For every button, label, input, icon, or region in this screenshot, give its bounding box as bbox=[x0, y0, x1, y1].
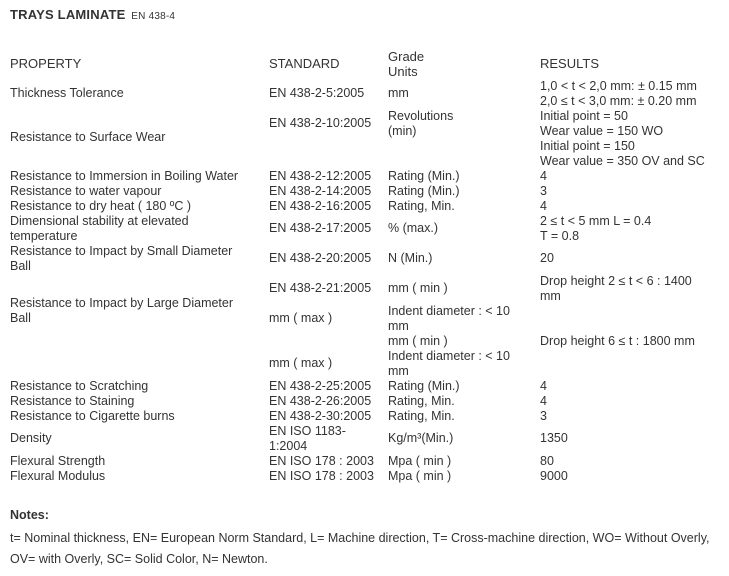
standard-cell bbox=[269, 311, 332, 326]
standard-cell-line: EN 438-2-5:2005 bbox=[269, 86, 365, 100]
results-cell-line: 3 bbox=[540, 184, 547, 198]
results-cell bbox=[540, 79, 697, 109]
property-cell-line: Flexural Modulus bbox=[10, 469, 106, 483]
grade-cell bbox=[388, 349, 510, 379]
property-cell-line: Resistance to Impact by Small Diameter bbox=[10, 244, 233, 258]
standard-cell bbox=[269, 184, 371, 199]
grade-cell-line: mm bbox=[388, 86, 409, 100]
property-cell bbox=[10, 454, 105, 469]
grade-cell bbox=[388, 184, 460, 199]
property-cell bbox=[10, 431, 52, 446]
grade-cell-line: Revolutions bbox=[388, 109, 454, 123]
property-cell bbox=[10, 244, 232, 274]
results-cell bbox=[540, 469, 568, 484]
header-grade-units bbox=[388, 49, 424, 79]
standard-cell-line: EN 438-2-14:2005 bbox=[269, 184, 372, 198]
standard-cell bbox=[269, 469, 374, 484]
standard-cell-line: EN 438-2-26:2005 bbox=[269, 394, 372, 408]
property-cell-line: Resistance to Cigarette burns bbox=[10, 409, 175, 423]
results-cell-line: 1350 bbox=[540, 431, 568, 445]
results-cell bbox=[540, 394, 547, 409]
property-cell bbox=[10, 394, 134, 409]
results-cell bbox=[540, 379, 547, 394]
header-standard: STANDARD bbox=[269, 56, 340, 71]
grade-cell-line: mm bbox=[388, 319, 409, 333]
results-cell-line: 3 bbox=[540, 409, 547, 423]
property-cell bbox=[10, 409, 175, 424]
results-cell-line: Drop height 6 ≤ t : 1800 mm bbox=[540, 334, 695, 348]
results-cell-line: mm bbox=[540, 289, 561, 303]
property-cell-line: Resistance to dry heat ( 180 ºC ) bbox=[10, 199, 192, 213]
header-grade: Grade bbox=[388, 49, 425, 64]
standard-cell-line: EN 438-2-16:2005 bbox=[269, 199, 372, 213]
grade-cell bbox=[388, 379, 460, 394]
grade-cell-line: Mpa ( min ) bbox=[388, 469, 452, 483]
grade-cell bbox=[388, 304, 510, 334]
grade-cell-line: Rating (Min.) bbox=[388, 379, 460, 393]
property-cell bbox=[10, 86, 124, 101]
standard-cell-line: 1:2004 bbox=[269, 439, 308, 453]
grade-cell-line: Indent diameter : < 10 bbox=[388, 304, 510, 318]
grade-cell-line: Rating, Min. bbox=[388, 394, 455, 408]
results-cell-line: 20 bbox=[540, 251, 554, 265]
results-cell bbox=[540, 454, 554, 469]
results-cell bbox=[540, 184, 547, 199]
grade-cell-line: % (max.) bbox=[388, 221, 438, 235]
results-cell bbox=[540, 251, 554, 266]
results-cell bbox=[540, 334, 695, 349]
results-cell-line: T = 0.8 bbox=[540, 229, 580, 243]
results-cell bbox=[540, 169, 547, 184]
page-title bbox=[10, 7, 175, 22]
standard-cell bbox=[269, 251, 371, 266]
standard-cell bbox=[269, 379, 371, 394]
grade-cell-line: Kg/m³(Min.) bbox=[388, 431, 454, 445]
property-cell bbox=[10, 199, 191, 214]
results-cell bbox=[540, 109, 663, 139]
standard-cell-line: EN 438-2-17:2005 bbox=[269, 221, 372, 235]
results-cell-line: 4 bbox=[540, 394, 547, 408]
property-cell-line: Dimensional stability at elevated bbox=[10, 214, 189, 228]
grade-cell bbox=[388, 221, 438, 236]
property-cell-line: Resistance to water vapour bbox=[10, 184, 162, 198]
results-cell-line: 2 ≤ t < 5 mm L = 0.4 bbox=[540, 214, 652, 228]
property-cell bbox=[10, 130, 165, 145]
standard-cell bbox=[269, 281, 371, 296]
grade-cell bbox=[388, 199, 455, 214]
results-cell bbox=[540, 274, 692, 304]
property-cell-line: temperature bbox=[10, 229, 78, 243]
header-units: Units bbox=[388, 64, 418, 79]
property-cell bbox=[10, 469, 105, 484]
property-cell bbox=[10, 214, 189, 244]
standard-cell-line: EN ISO 178 : 2003 bbox=[269, 469, 374, 483]
results-cell bbox=[540, 199, 547, 214]
standard-cell bbox=[269, 424, 346, 454]
results-cell-line: Initial point = 150 bbox=[540, 139, 635, 153]
property-cell-line: Resistance to Impact by Large Diameter bbox=[10, 296, 234, 310]
grade-cell-line: N (Min.) bbox=[388, 251, 433, 265]
grade-cell bbox=[388, 169, 460, 184]
standard-cell bbox=[269, 199, 371, 214]
property-cell-line: Ball bbox=[10, 259, 31, 273]
results-cell-line: 4 bbox=[540, 199, 547, 213]
standard-cell bbox=[269, 409, 371, 424]
property-cell bbox=[10, 184, 161, 199]
standard-cell bbox=[269, 454, 374, 469]
results-cell-line: 80 bbox=[540, 454, 554, 468]
standard-cell bbox=[269, 86, 364, 101]
grade-cell-line: Mpa ( min ) bbox=[388, 454, 452, 468]
notes-text: t= Nominal thickness, EN= European Norm Standard, L= Machine direction, T= Cross-machine direction, WO= Without Overly, OV= with Overly, SC= Solid Color, N= Newton. bbox=[10, 531, 710, 566]
property-cell-line: Resistance to Staining bbox=[10, 394, 135, 408]
results-cell bbox=[540, 409, 547, 424]
standard-cell bbox=[269, 169, 371, 184]
results-cell bbox=[540, 431, 568, 446]
grade-cell bbox=[388, 334, 448, 349]
grade-cell bbox=[388, 469, 451, 484]
title-main: TRAYS LAMINATE bbox=[10, 7, 126, 22]
notes-label: Notes: bbox=[10, 508, 49, 522]
results-cell-line: Wear value = 350 OV and SC bbox=[540, 154, 705, 168]
standard-cell-line: mm ( max ) bbox=[269, 356, 333, 370]
grade-cell bbox=[388, 281, 448, 296]
standard-cell-line: EN 438-2-21:2005 bbox=[269, 281, 372, 295]
results-cell-line: 2,0 ≤ t < 3,0 mm: ± 0.20 mm bbox=[540, 94, 697, 108]
header-results: RESULTS bbox=[540, 56, 599, 71]
property-cell-line: Ball bbox=[10, 311, 31, 325]
grade-cell-line: Rating (Min.) bbox=[388, 184, 460, 198]
property-cell-line: Thickness Tolerance bbox=[10, 86, 124, 100]
grade-cell bbox=[388, 251, 432, 266]
results-cell bbox=[540, 139, 705, 169]
standard-cell bbox=[269, 221, 371, 236]
standard-cell-line: EN 438-2-10:2005 bbox=[269, 116, 372, 130]
grade-cell-line: Rating, Min. bbox=[388, 409, 455, 423]
results-cell bbox=[540, 214, 651, 244]
standard-cell-line: EN ISO 1183- bbox=[269, 424, 346, 438]
title-standard: EN 438-4 bbox=[131, 11, 176, 22]
results-cell-line: 9000 bbox=[540, 469, 568, 483]
grade-cell-line: mm bbox=[388, 364, 409, 378]
grade-cell-line: mm ( min ) bbox=[388, 281, 448, 295]
grade-cell-line: Rating, Min. bbox=[388, 199, 455, 213]
results-cell-line: 1,0 < t < 2,0 mm: ± 0.15 mm bbox=[540, 79, 697, 93]
header-property: PROPERTY bbox=[10, 56, 82, 71]
results-cell-line: 4 bbox=[540, 379, 547, 393]
grade-cell bbox=[388, 394, 455, 409]
standard-cell-line: EN 438-2-25:2005 bbox=[269, 379, 372, 393]
property-cell-line: Density bbox=[10, 431, 52, 445]
results-cell-line: Wear value = 150 WO bbox=[540, 124, 664, 138]
grade-cell-line: Rating (Min.) bbox=[388, 169, 460, 183]
property-cell-line: Resistance to Surface Wear bbox=[10, 130, 166, 144]
standard-cell bbox=[269, 116, 371, 131]
property-cell bbox=[10, 296, 233, 326]
results-cell-line: Initial point = 50 bbox=[540, 109, 628, 123]
results-cell-line: Drop height 2 ≤ t < 6 : 1400 bbox=[540, 274, 692, 288]
property-cell bbox=[10, 379, 148, 394]
standard-cell-line: EN ISO 178 : 2003 bbox=[269, 454, 374, 468]
property-cell-line: Resistance to Scratching bbox=[10, 379, 149, 393]
grade-cell bbox=[388, 109, 453, 139]
standard-cell-line: mm ( max ) bbox=[269, 311, 333, 325]
grade-cell bbox=[388, 86, 409, 101]
grade-cell-line: (min) bbox=[388, 124, 417, 138]
property-cell-line: Flexural Strength bbox=[10, 454, 106, 468]
results-cell-line: 4 bbox=[540, 169, 547, 183]
grade-cell bbox=[388, 409, 455, 424]
property-cell-line: Resistance to Immersion in Boiling Water bbox=[10, 169, 239, 183]
standard-cell bbox=[269, 394, 371, 409]
grade-cell bbox=[388, 454, 451, 469]
standard-cell-line: EN 438-2-20:2005 bbox=[269, 251, 372, 265]
standard-cell-line: EN 438-2-12:2005 bbox=[269, 169, 372, 183]
grade-cell-line: Indent diameter : < 10 bbox=[388, 349, 510, 363]
standard-cell bbox=[269, 356, 332, 371]
grade-cell-line: mm ( min ) bbox=[388, 334, 448, 348]
standard-cell-line: EN 438-2-30:2005 bbox=[269, 409, 372, 423]
property-cell bbox=[10, 169, 238, 184]
grade-cell bbox=[388, 431, 453, 446]
